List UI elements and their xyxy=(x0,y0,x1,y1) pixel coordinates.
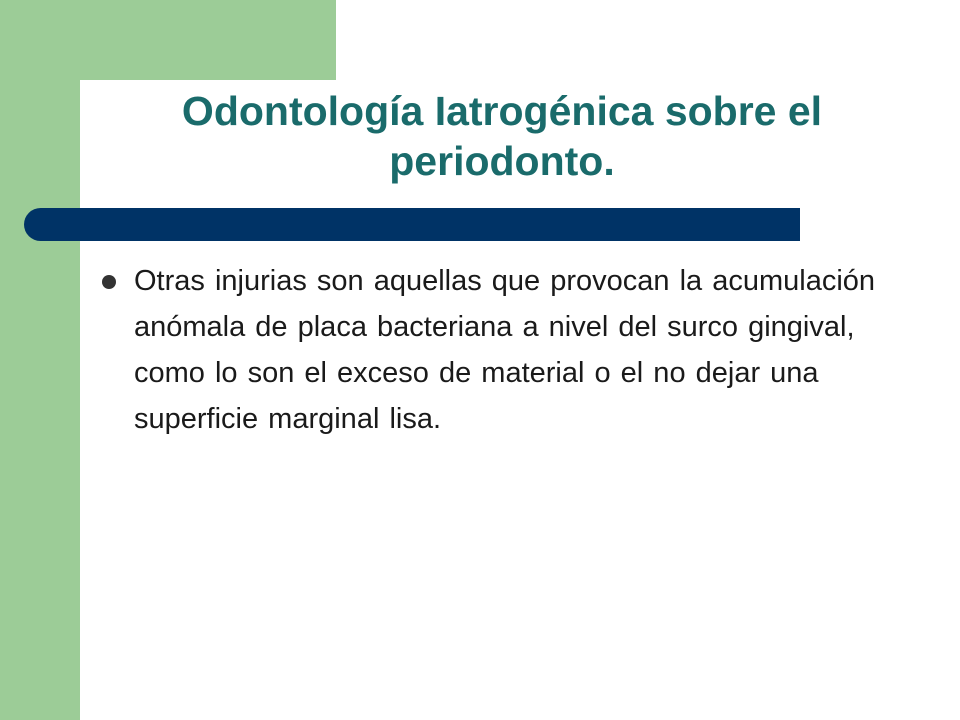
title-underline-bar xyxy=(24,208,800,241)
green-left-band xyxy=(0,0,80,720)
bullet-dot-icon xyxy=(102,275,116,289)
bullet-text: Otras injurias son aquellas que provocan la acumulación anómala de placa bacteriana a nivel del surco gingival, como lo son el exceso de material o el no dejar una superficie marginal lisa. xyxy=(134,265,876,435)
bullet-item xyxy=(100,258,880,442)
slide-title: Odontología Iatrogénica sobre el periodonto. xyxy=(181,88,823,184)
bullet-list xyxy=(100,258,880,442)
